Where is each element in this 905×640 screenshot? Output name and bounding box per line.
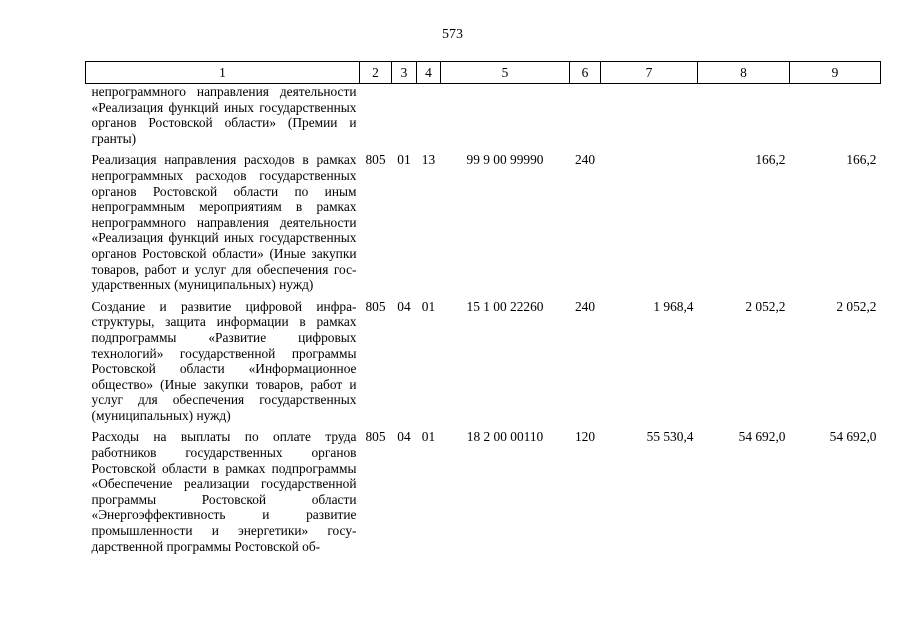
column-header: 5 xyxy=(441,62,570,84)
amount-year-1: 1 968,4 xyxy=(653,298,694,314)
table-row xyxy=(86,299,881,430)
target-article-code: 15 1 00 22260 xyxy=(466,298,544,314)
row-description: непрограммного направления деятельности «Реализация функций иных государственных органов Ростовской области» (Премии и гранты) xyxy=(91,84,357,146)
row-description: Реализация направления расходов в рамках непрограммных расходов государственных органов Ростовской области по иным непрограммным мероприятиям в рамках непрограммного направления деятельности «Реализация функций иных государственных органов Ростовской области» (Иные закупки товаров, работ и услуг для обеспечения государственных (муниципальных) нужд) xyxy=(91,152,357,293)
section-code: 01 xyxy=(397,152,411,168)
row-description: Расходы на выплаты по оплате труда работников государственных органов Ростовской области в рамках подпрограммы «Обеспечение реализации государственной программы Ростовской области «Энергоэффективность и развитие промышленности и энергетики» государственной программы Ростовской об- xyxy=(91,429,357,554)
column-header: 4 xyxy=(417,62,441,84)
expense-type-code: 120 xyxy=(574,429,596,445)
column-header: 8 xyxy=(698,62,790,84)
page-number: 573 xyxy=(442,27,463,42)
amount-year-3 xyxy=(790,84,881,153)
amount-year-2: 166,2 xyxy=(755,152,786,168)
section-code: 04 xyxy=(397,429,411,445)
subsection-code: 01 xyxy=(421,298,436,314)
header-row xyxy=(86,62,881,84)
budget-table xyxy=(85,61,881,554)
subsection-code: 01 xyxy=(421,429,436,445)
amount-year-1 xyxy=(601,152,698,298)
amount-year-2: 54 692,0 xyxy=(738,429,786,445)
table-row xyxy=(86,429,881,554)
ministry-code xyxy=(360,84,392,153)
section-code: 04 xyxy=(397,298,411,314)
ministry-code: 805 xyxy=(365,298,386,314)
target-article-code xyxy=(441,84,570,153)
column-header: 7 xyxy=(601,62,698,84)
amount-year-3: 2 052,2 xyxy=(836,298,877,314)
column-header: 9 xyxy=(790,62,881,84)
row-description: Создание и развитие цифровой инфраструктуры, защита информации в рамках подпрограммы «Развитие цифровых технологий» государственной программы Ростовской области «Информационное общество» (Иные закупки товаров, работ и услуг для обеспечения государственных (муниципальных) нужд) xyxy=(91,298,357,423)
section-code xyxy=(392,84,417,153)
expense-type-code: 240 xyxy=(574,298,596,314)
amount-year-1: 55 530,4 xyxy=(646,429,694,445)
amount-year-2: 2 052,2 xyxy=(745,298,786,314)
amount-year-3: 54 692,0 xyxy=(829,429,877,445)
target-article-code: 99 9 00 99990 xyxy=(466,152,544,168)
amount-year-3: 166,2 xyxy=(846,152,877,168)
expense-type-code xyxy=(570,84,601,153)
amount-year-1 xyxy=(601,84,698,153)
column-header: 3 xyxy=(392,62,417,84)
subsection-code: 13 xyxy=(421,152,436,168)
table-row xyxy=(86,152,881,298)
table-row xyxy=(86,84,881,153)
target-article-code: 18 2 00 00110 xyxy=(466,429,544,445)
subsection-code xyxy=(417,84,441,153)
ministry-code: 805 xyxy=(365,429,386,445)
column-header: 2 xyxy=(360,62,392,84)
expense-type-code: 240 xyxy=(574,152,596,168)
column-header: 6 xyxy=(570,62,601,84)
column-header: 1 xyxy=(86,62,360,84)
amount-year-2 xyxy=(698,84,790,153)
ministry-code: 805 xyxy=(365,152,386,168)
